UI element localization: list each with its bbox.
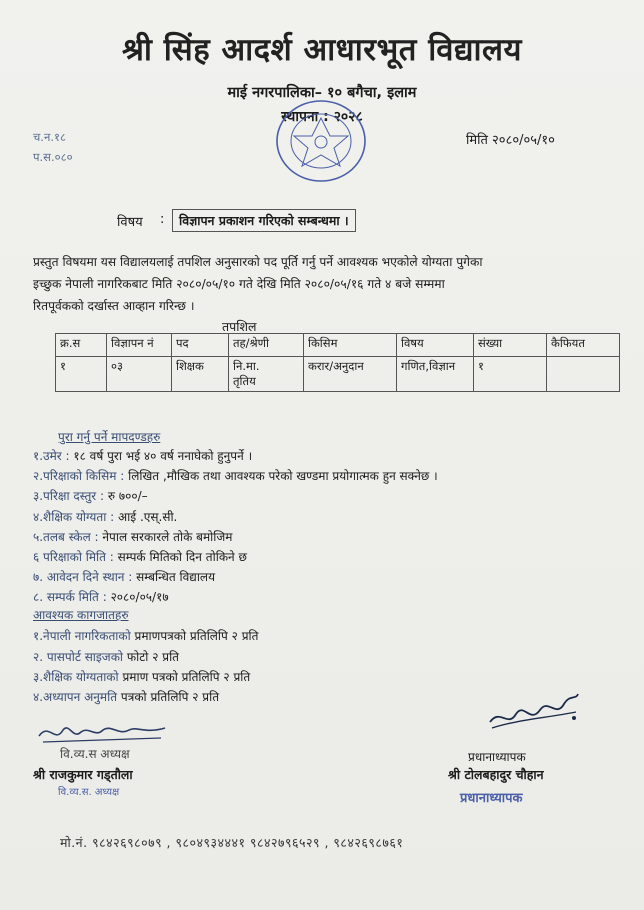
document-item: ४.अध्यापन अनुमति पत्रको प्रतिलिपि २ प्रति — [33, 690, 220, 704]
intro-line: रितपूर्वकको दर्खास्त आव्हान गरिन्छ । — [33, 299, 195, 313]
table-cell-count: १ — [474, 357, 547, 392]
table-header-cell: पद — [172, 334, 229, 357]
subject-text: विज्ञापन प्रकाशन गरिएको सम्बन्धमा । — [172, 209, 356, 232]
vacancy-table — [55, 333, 620, 392]
table-cell-type: करार/अनुदान — [304, 357, 397, 392]
contact-phones: मो.नं. ९८४२६९८०७९ , ९८०४९३४४४१ ९८४२७९६५२९ , ९८४२६९८७६१ — [60, 835, 404, 850]
chair-signature-icon — [33, 718, 173, 748]
chair-stamp: वि.व्य.स. अध्यक्ष — [58, 787, 120, 798]
table-cell-remarks — [547, 357, 620, 392]
letter-date: मिति २०८०/०५/१० — [466, 133, 555, 148]
document-item: १.नेपाली नागरिकताको प्रमाणपत्रको प्रतिलिपि २ प्रति — [33, 629, 259, 643]
reference-number: च.न.१८ — [33, 130, 66, 144]
requirement-item: ४.शैक्षिक योग्यता : आई .एस्.सी. — [33, 510, 178, 524]
table-header-cell: विज्ञापन नं — [107, 334, 172, 357]
table-cell-sn: १ — [56, 357, 107, 392]
table-cell-level — [229, 357, 304, 392]
table-row — [56, 357, 620, 392]
requirement-item: ८. सम्पर्क मिति : २०८०/०५/१७ — [33, 590, 169, 604]
intro-paragraph — [33, 251, 625, 317]
requirement-item: ७. आवेदन दिने स्थान : सम्बन्धित विद्यालय — [33, 570, 216, 584]
table-cell-subject: गणित,विज्ञान — [397, 357, 474, 392]
documents-title: आवश्यक कागजातहरु — [33, 608, 129, 622]
level-line: नि.मा. — [233, 359, 260, 373]
level-line: तृतिय — [233, 374, 256, 388]
intro-line: प्रस्तुत विषयमा यस विद्यालयलाई तपशिल अनुसारको पद पूर्ति गर्नु पर्ने आवश्यक भएकोले योग्यता पुगेका — [33, 255, 483, 269]
headmaster-name: श्री टोलबहादुर चौहान — [448, 767, 544, 782]
table-cell-ad-no: ०३ — [107, 357, 172, 392]
chair-title: वि.व्य.स अध्यक्ष — [60, 747, 130, 761]
requirement-item: ३.परिक्षा दस्तुर : रु ७००/– — [33, 489, 148, 503]
subject-label: विषय — [117, 215, 143, 230]
intro-line: इच्छुक नेपाली नागरिकबाट मिति २०८०/०५/१० गते देखि मिति २०८०/०५/१६ गते ४ बजे सम्ममा — [33, 277, 445, 291]
table-header-cell: कैफियत — [547, 334, 620, 357]
table-title: तपशिल — [222, 319, 257, 334]
subject-separator: : — [160, 212, 165, 227]
table-header-cell: विषय — [397, 334, 474, 357]
school-address: माई नगरपालिका– १० बगैचा, इलाम — [227, 85, 417, 101]
requirements-title: पुरा गर्नु पर्ने मापदण्डहरु — [58, 430, 161, 444]
headmaster-title: प्रधानाध्यापक — [468, 750, 526, 764]
established-year: स्थापना : २०२८ — [281, 109, 363, 125]
document-item: २. पासपोर्ट साइजको फोटो २ प्रति — [33, 650, 180, 664]
requirement-item: ५.तलब स्केल : नेपाल सरकारले तोके बमोजिम — [33, 530, 233, 544]
school-seal-icon — [274, 98, 368, 184]
table-header-cell: संख्या — [474, 334, 547, 357]
headmaster-stamp: प्रधानाध्यापक — [460, 791, 523, 806]
requirement-item: १.उमेर : १८ वर्ष पुरा भई ४० वर्ष ननाघेको हुनुपर्ने । — [33, 449, 253, 463]
table-header-cell: तह/श्रेणी — [229, 334, 304, 357]
table-header-cell: क्र.स — [56, 334, 107, 357]
school-name: श्री सिंह आदर्श आधारभूत विद्यालय — [121, 32, 523, 68]
headmaster-signature-icon — [486, 688, 582, 734]
requirement-item: २.परिक्षाको किसिम : लिखित ,मौखिक तथा आवश्यक परेको खण्डमा प्रयोगात्मक हुन सक्नेछ । — [33, 469, 438, 483]
table-cell-post: शिक्षक — [172, 357, 229, 392]
requirement-item: ६ परिक्षाको मिति : सम्पर्क मितिको दिन तोकिने छ — [33, 550, 247, 564]
letter-number: प.स.०८० — [33, 150, 73, 164]
chair-name: श्री राजकुमार गड्तौला — [33, 767, 133, 782]
document-item: ३.शैक्षिक योग्यताको प्रमाण पत्रको प्रतिलिपि २ प्रति — [33, 670, 251, 684]
table-header-row — [56, 334, 620, 357]
table-header-cell: किसिम — [304, 334, 397, 357]
